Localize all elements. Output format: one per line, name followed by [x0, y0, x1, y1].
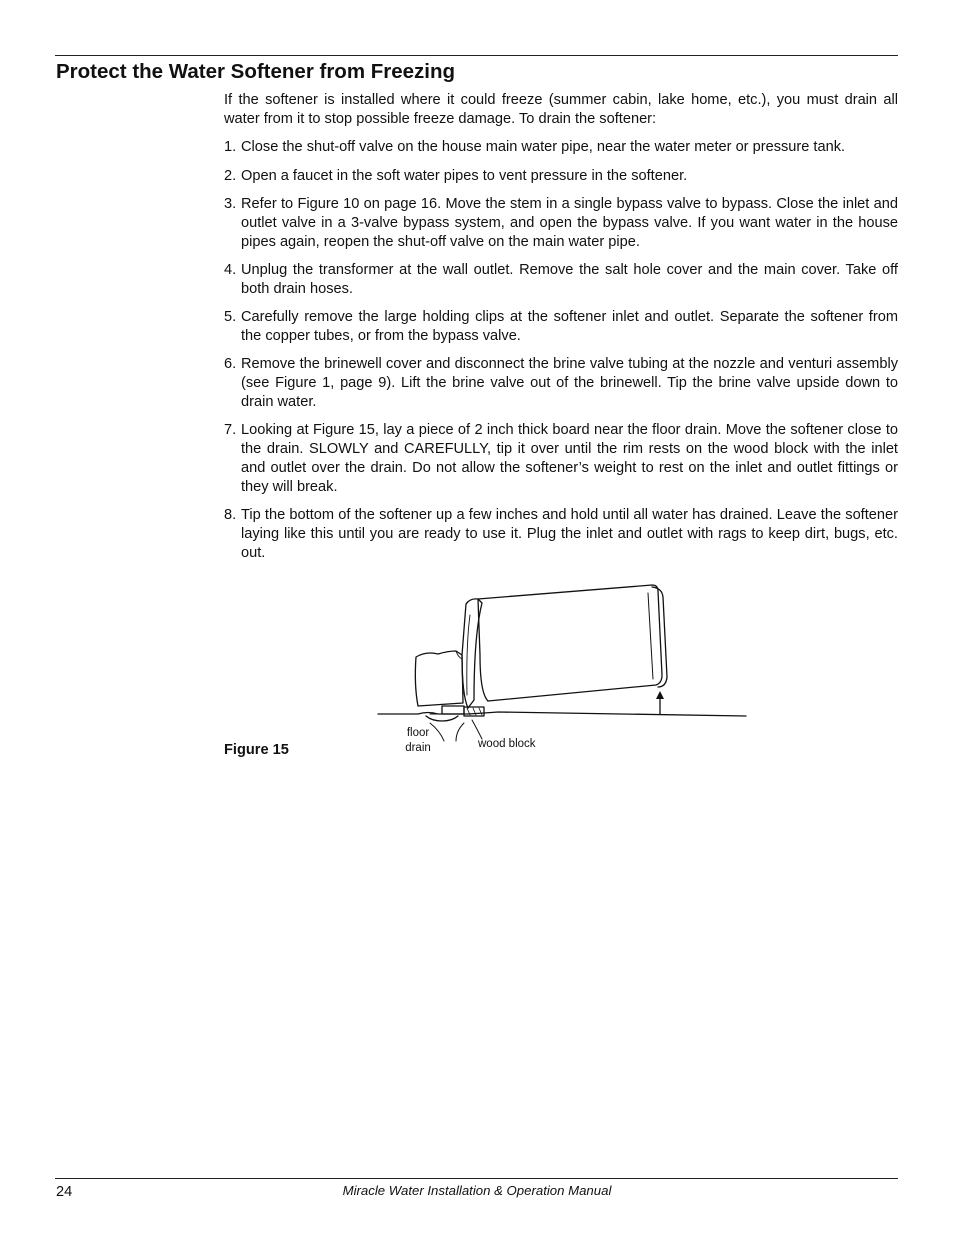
softener-drain-figure: [370, 575, 760, 765]
step-number: 3.: [224, 195, 237, 212]
step-text: Tip the bottom of the softener up a few inches and hold until all water has drained. Leave the softener laying like this until you are ready to use it. Plug the inlet and outlet with rags to keep dirt, bugs, etc. out.: [241, 506, 898, 561]
page-number: 24: [56, 1184, 73, 1200]
list-item: [224, 167, 898, 186]
step-number: 5.: [224, 308, 237, 325]
step-text: Close the shut-off valve on the house main water pipe, near the water meter or pressure tank.: [241, 139, 846, 156]
header-rule: [55, 55, 898, 56]
wood-block-callout: wood block: [478, 738, 536, 750]
step-number: 4.: [224, 261, 237, 278]
floor-drain: [426, 716, 458, 721]
step-text: Carefully remove the large holding clips at the softener inlet and outlet. Separate the softener from the copper tubes, or from the bypass valve.: [241, 308, 898, 344]
softener-rim: [462, 599, 482, 708]
list-item: [224, 421, 898, 497]
manual-title: Miracle Water Installation & Operation Manual: [342, 1183, 612, 1198]
list-item: [224, 506, 898, 563]
figure-label: Figure 15: [224, 742, 289, 758]
step-text: Unplug the transformer at the wall outlet. Remove the salt hole cover and the main cover. Take off both drain hoses.: [241, 261, 898, 297]
steps-list: [224, 138, 898, 562]
step-text: Remove the brinewell cover and disconnect the brine valve tubing at the nozzle and venturi assembly (see Figure 1, page 9). Lift the brine valve out of the brinewell. Tip the brine valve upside down to drain water.: [241, 356, 898, 410]
step-number: 8.: [224, 506, 237, 523]
intro-paragraph: If the softener is installed where it could freeze (summer cabin, lake home, etc.), you must drain all water from it to stop possible freeze damage. To drain the softener:: [224, 92, 898, 127]
softener-tank: [478, 585, 662, 701]
inlet-outlet-fittings: [442, 706, 464, 714]
callout-floor-text: floor: [406, 727, 430, 739]
valve-housing: [415, 651, 463, 706]
list-item: [224, 195, 898, 252]
step-text: Open a faucet in the soft water pipes to vent pressure in the softener.: [241, 167, 688, 184]
section-title: Protect the Water Softener from Freezing: [56, 60, 456, 83]
step-number: 2.: [224, 167, 237, 184]
callout-drain-text: drain: [405, 742, 431, 754]
step-number: 1.: [224, 139, 237, 156]
step-text: Looking at Figure 15, lay a piece of 2 inch thick board near the floor drain. Move the softener close to the drain. SLOWLY and CAREFULLY, tip it over until the rim rests on the wood block with the inlet and outlet over the drain. Do not allow the softener’s weight to rest on the inlet and outlet fittings or they will break.: [241, 422, 898, 495]
list-item: [224, 138, 898, 157]
section-body: [224, 91, 898, 572]
step-number: 6.: [224, 356, 237, 373]
step-text: Refer to Figure 10 on page 16. Move the stem in a single bypass valve to bypass. Close the inlet and outlet valve in a 3-valve bypass system, and open the bypass valve. If you want water in the house pipes again, reopen the shut-off valve on the main water pipe.: [241, 195, 898, 250]
footer-rule: [55, 1178, 898, 1179]
floor-drain-callout: [400, 726, 436, 756]
list-item: [224, 308, 898, 346]
list-item: [224, 261, 898, 299]
step-number: 7.: [224, 422, 237, 439]
lift-arrow-head: [656, 691, 664, 699]
list-item: [224, 355, 898, 412]
